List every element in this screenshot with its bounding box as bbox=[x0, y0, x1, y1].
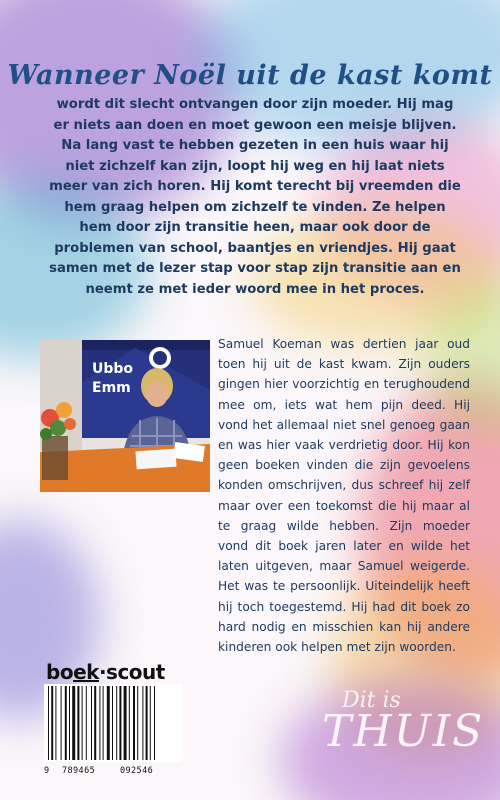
publisher-part-3: scout bbox=[106, 660, 165, 684]
barcode-bar bbox=[77, 686, 79, 760]
author-photo bbox=[40, 340, 210, 492]
barcode-bar bbox=[69, 686, 70, 760]
barcode-group-3: 092546 bbox=[120, 766, 154, 776]
barcode-bar bbox=[146, 686, 148, 760]
barcode-bar bbox=[99, 686, 100, 760]
blurb-text: wordt dit slecht ontvangen door zijn moeder. Hij mag er niets aan doen en moet gewoon een meisje blijven. Na lang vast te hebben gezeten in een huis waar hij niet zichzelf kan zijn, loopt hij weg en hij laat niets meer van zich horen. Hij komt terecht bij vreemden die hem graag helpen om zichzelf te vinden. Ze helpen hem door zijn transitie heen, maar ook door de problemen van school, baantjes en vriendjes. Hij gaat samen met de lezer stap voor stap zijn transitie aan en neemt ze met ieder woord mee in het proces. bbox=[49, 97, 461, 297]
barcode-bar bbox=[107, 686, 110, 760]
banner-text-1: Ubbo bbox=[92, 361, 134, 377]
banner-text-2: Emm bbox=[92, 380, 131, 396]
barcode-bar bbox=[119, 686, 121, 760]
barcode-group-2: 789465 bbox=[62, 766, 96, 776]
barcode-bar bbox=[82, 686, 83, 760]
barcode-bar bbox=[154, 686, 155, 760]
publisher-part-2: ek bbox=[73, 660, 99, 684]
barcode-bar bbox=[124, 686, 127, 760]
barcode-bar bbox=[51, 686, 53, 760]
barcode-bar bbox=[86, 686, 87, 760]
barcode-bar bbox=[103, 686, 104, 760]
barcode-bar bbox=[116, 686, 117, 760]
barcode-bar bbox=[150, 686, 151, 760]
barcode-group-1: 9 bbox=[44, 766, 50, 776]
barcode-number bbox=[44, 766, 182, 776]
series-logo-big: THUIS bbox=[322, 706, 485, 757]
barcode-bar bbox=[129, 686, 130, 760]
book-title: Wanneer Noël uit de kast komt bbox=[7, 60, 493, 91]
series-logo bbox=[322, 688, 485, 798]
barcode-bar bbox=[94, 686, 96, 760]
barcode-bar bbox=[133, 686, 135, 760]
barcode-bar bbox=[55, 686, 56, 760]
barcode-bar bbox=[61, 686, 62, 760]
barcode-bar bbox=[112, 686, 113, 760]
barcode-bar bbox=[65, 686, 67, 760]
barcode bbox=[44, 684, 182, 762]
publisher-part-1: bo bbox=[46, 660, 74, 684]
barcode-bar bbox=[72, 686, 75, 760]
publisher-dot: · bbox=[98, 660, 107, 684]
barcode-bar bbox=[142, 686, 143, 760]
publisher-logo bbox=[46, 660, 165, 684]
series-logo-small: Dit is bbox=[342, 688, 401, 713]
barcode-bar bbox=[137, 686, 138, 760]
barcode-bar bbox=[48, 686, 49, 760]
barcode-bar bbox=[91, 686, 92, 760]
author-bio: Samuel Koeman was dertien jaar oud toen hij uit de kast kwam. Zijn ouders gingen hier voorzichtig en terughoudend mee om, iets wat hem pijn deed. Hij vond het allemaal niet snel genoeg gaan en was hier vaak verdrietig door. Hij kon geen boeken vinden die zijn gevoelens konden omschrijven, dus schreef hij zelf maar over een toekomst die hij maar al te graag wilde hebben. Zijn moeder vond dit boek jaren later en wilde het laten uitgeven, maar Samuel weigerde. Het was te persoonlijk. Uiteindelijk heeft hij toch toegestemd. Hij had dit boek zo hard nodig en misschien kan hij andere kinderen ook helpen met zijn woorden. bbox=[218, 337, 470, 655]
